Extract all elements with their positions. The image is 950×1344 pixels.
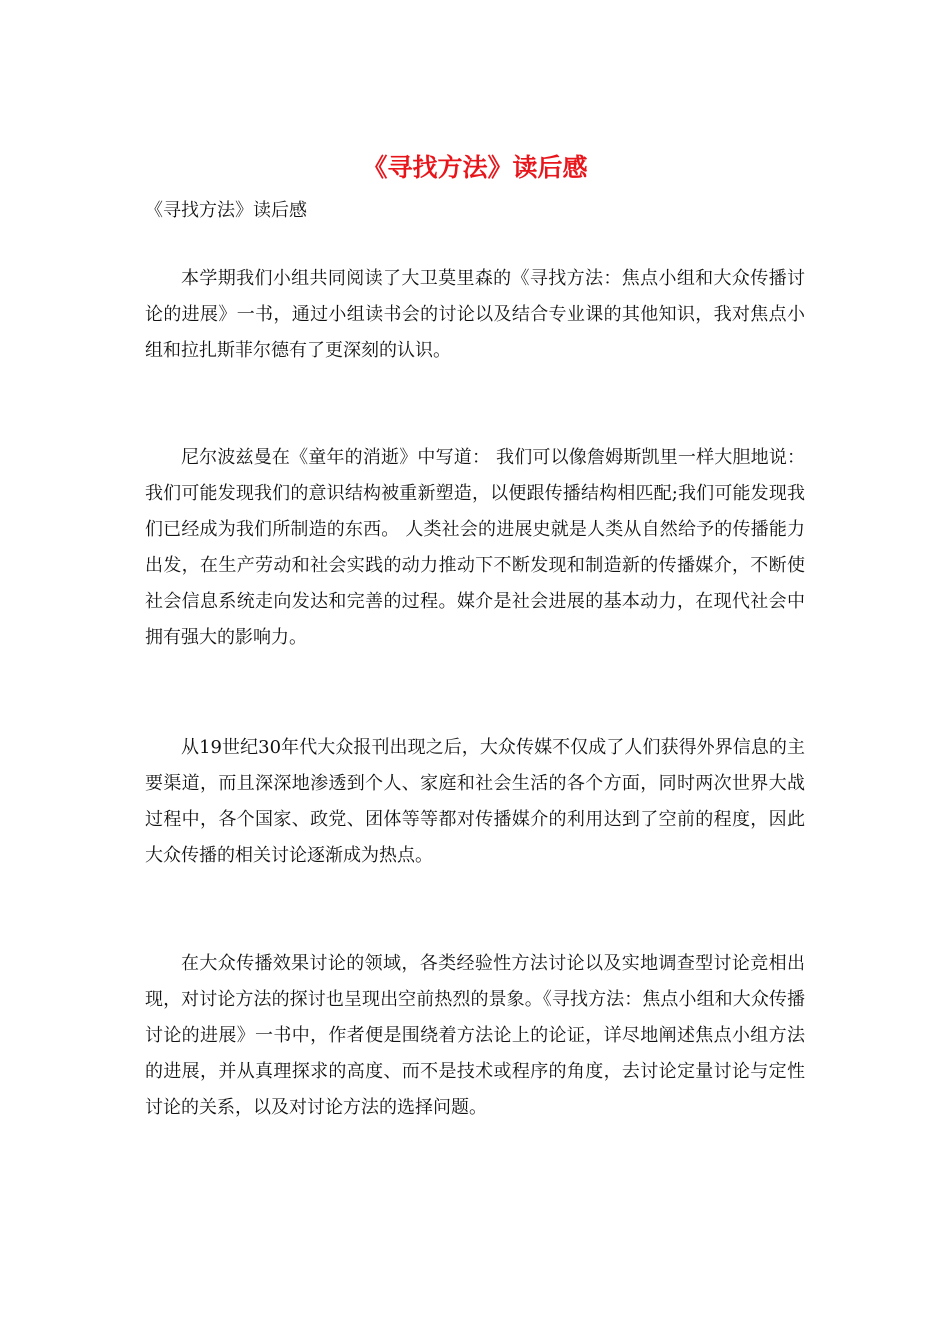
document-subtitle: 《寻找方法》读后感 [145,200,307,221]
paragraph-4: 在大众传播效果讨论的领域，各类经验性方法讨论以及实地调查型讨论竞相出现，对讨论方法的探讨也呈现出空前热烈的景象。《寻找方法：焦点小组和大众传播讨论的进展》一书中，作者便是围绕着方法论上的论证，详尽地阐述焦点小组方法的进展，并从真理探求的高度、而不是技术或程序的角度，去讨论定量讨论与定性讨论的关系，以及对讨论方法的选择问题。 [145,953,805,1118]
paragraph-3: 从19世纪30年代大众报刊出现之后，大众传媒不仅成了人们获得外界信息的主要渠道，而且深深地渗透到个人、家庭和社会生活的各个方面，同时两次世界大战过程中，各个国家、政党、团体等等都对传播媒介的利用达到了空前的程度，因此大众传播的相关讨论逐渐成为热点。 [145,737,805,866]
paragraph-1: 本学期我们小组共同阅读了大卫莫里森的《寻找方法：焦点小组和大众传播讨论的进展》一书，通过小组读书会的讨论以及结合专业课的其他知识，我对焦点小组和拉扎斯菲尔德有了更深刻的认识。 [145,268,805,361]
document-title: 《寻找方法》读后感 [362,153,588,182]
paragraph-2: 尼尔波兹曼在《童年的消逝》中写道： 我们可以像詹姆斯凯里一样大胆地说：我们可能发现我们的意识结构被重新塑造，以便跟传播结构相匹配;我们可能发现我们已经成为我们所制造的东西。 人类社会的进展史就是人类从自然给予的传播能力出发，在生产劳动和社会实践的动力推动下不断发现和制造新的传播媒介，不断使社会信息系统走向发达和完善的过程。媒介是社会进展的基本动力，在现代社会中拥有强大的影响力。 [145,447,805,648]
